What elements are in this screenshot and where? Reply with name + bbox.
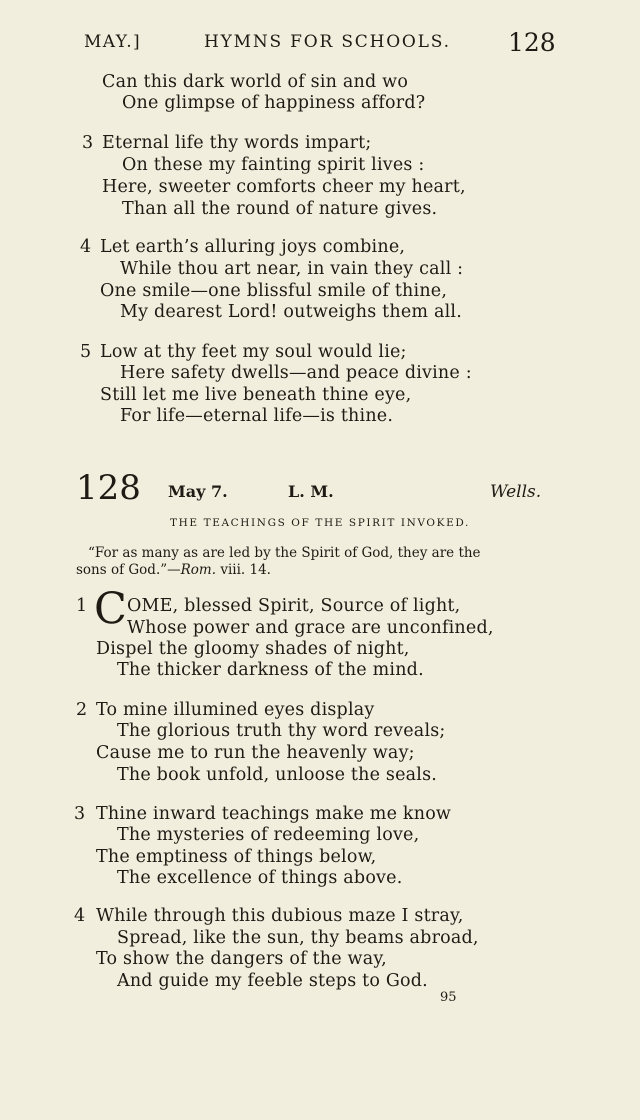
verse-line: To mine illumined eyes display	[96, 700, 375, 720]
verse-line: My dearest Lord! outweighs them all.	[120, 302, 462, 322]
verse-line: One glimpse of happiness afford?	[122, 93, 426, 113]
hymn-subtitle: THE TEACHINGS OF THE SPIRIT INVOKED.	[170, 517, 470, 529]
verse-line: Eternal life thy words impart;	[102, 133, 372, 153]
verse-line: Spread, like the sun, thy beams abroad,	[117, 928, 479, 948]
stanza-number: 4	[80, 237, 92, 257]
running-header-title: HYMNS FOR SCHOOLS.	[204, 32, 451, 52]
verse-line: The excellence of things above.	[117, 868, 403, 888]
stanza-number: 3	[74, 804, 86, 824]
verse-line: Still let me live beneath thine eye,	[100, 385, 412, 405]
verse-line: Dispel the gloomy shades of night,	[96, 639, 410, 659]
stanza-number: 3	[82, 133, 94, 153]
verse-line: Whose power and grace are unconfined,	[127, 618, 494, 638]
verse-line: The emptiness of things below,	[96, 847, 377, 867]
page-number: 128	[508, 28, 556, 57]
verse-line: Than all the round of nature gives.	[122, 199, 438, 219]
stanza-number: 5	[80, 342, 92, 362]
verse-line: The mysteries of redeeming love,	[117, 825, 420, 845]
verse-line: While thou art near, in vain they call :	[120, 259, 464, 279]
epigraph-line	[76, 562, 271, 578]
stanza-number: 4	[74, 906, 86, 926]
verse-line: One smile—one blissful smile of thine,	[100, 281, 448, 301]
verse-line: And guide my feeble steps to God.	[117, 971, 428, 991]
hymn-meter: L. M.	[288, 482, 334, 501]
verse-line: Here safety dwells—and peace divine :	[120, 363, 472, 383]
verse-line: While through this dubious maze I stray,	[96, 906, 464, 926]
hymn-number: 128	[76, 468, 141, 508]
verse-line: Thine inward teachings make me know	[96, 804, 452, 824]
verse-line: For life—eternal life—is thine.	[120, 406, 394, 426]
verse-line: Can this dark world of sin and wo	[102, 72, 409, 92]
verse-line: The thicker darkness of the mind.	[117, 660, 424, 680]
verse-line: OME, blessed Spirit, Source of light,	[127, 596, 461, 616]
verse-line: The book unfold, unloose the seals.	[117, 765, 438, 785]
verse-line: On these my fainting spirit lives :	[122, 155, 425, 175]
verse-line: The glorious truth thy word reveals;	[117, 721, 446, 741]
epigraph-text: sons of God.”—	[76, 562, 181, 578]
stanza-number: 2	[76, 700, 88, 720]
running-header-section: MAY.]	[84, 32, 142, 52]
drop-cap: C	[94, 584, 127, 634]
verse-line: Let earth’s alluring joys combine,	[100, 237, 406, 257]
footer-page-number: 95	[440, 990, 457, 1005]
hymn-date: May 7.	[168, 482, 228, 501]
epigraph-reference-book: Rom.	[180, 562, 217, 578]
hymn-tune-name: Wells.	[490, 482, 542, 502]
verse-line: Cause me to run the heavenly way;	[96, 743, 415, 763]
epigraph-reference-verse: viii. 14.	[216, 562, 271, 578]
verse-line: Here, sweeter comforts cheer my heart,	[102, 177, 466, 197]
stanza-number: 1	[76, 596, 88, 616]
verse-line: To show the dangers of the way,	[96, 949, 387, 969]
verse-line: Low at thy feet my soul would lie;	[100, 342, 407, 362]
epigraph-line: “For as many as are led by the Spirit of God, they are the	[88, 545, 481, 561]
